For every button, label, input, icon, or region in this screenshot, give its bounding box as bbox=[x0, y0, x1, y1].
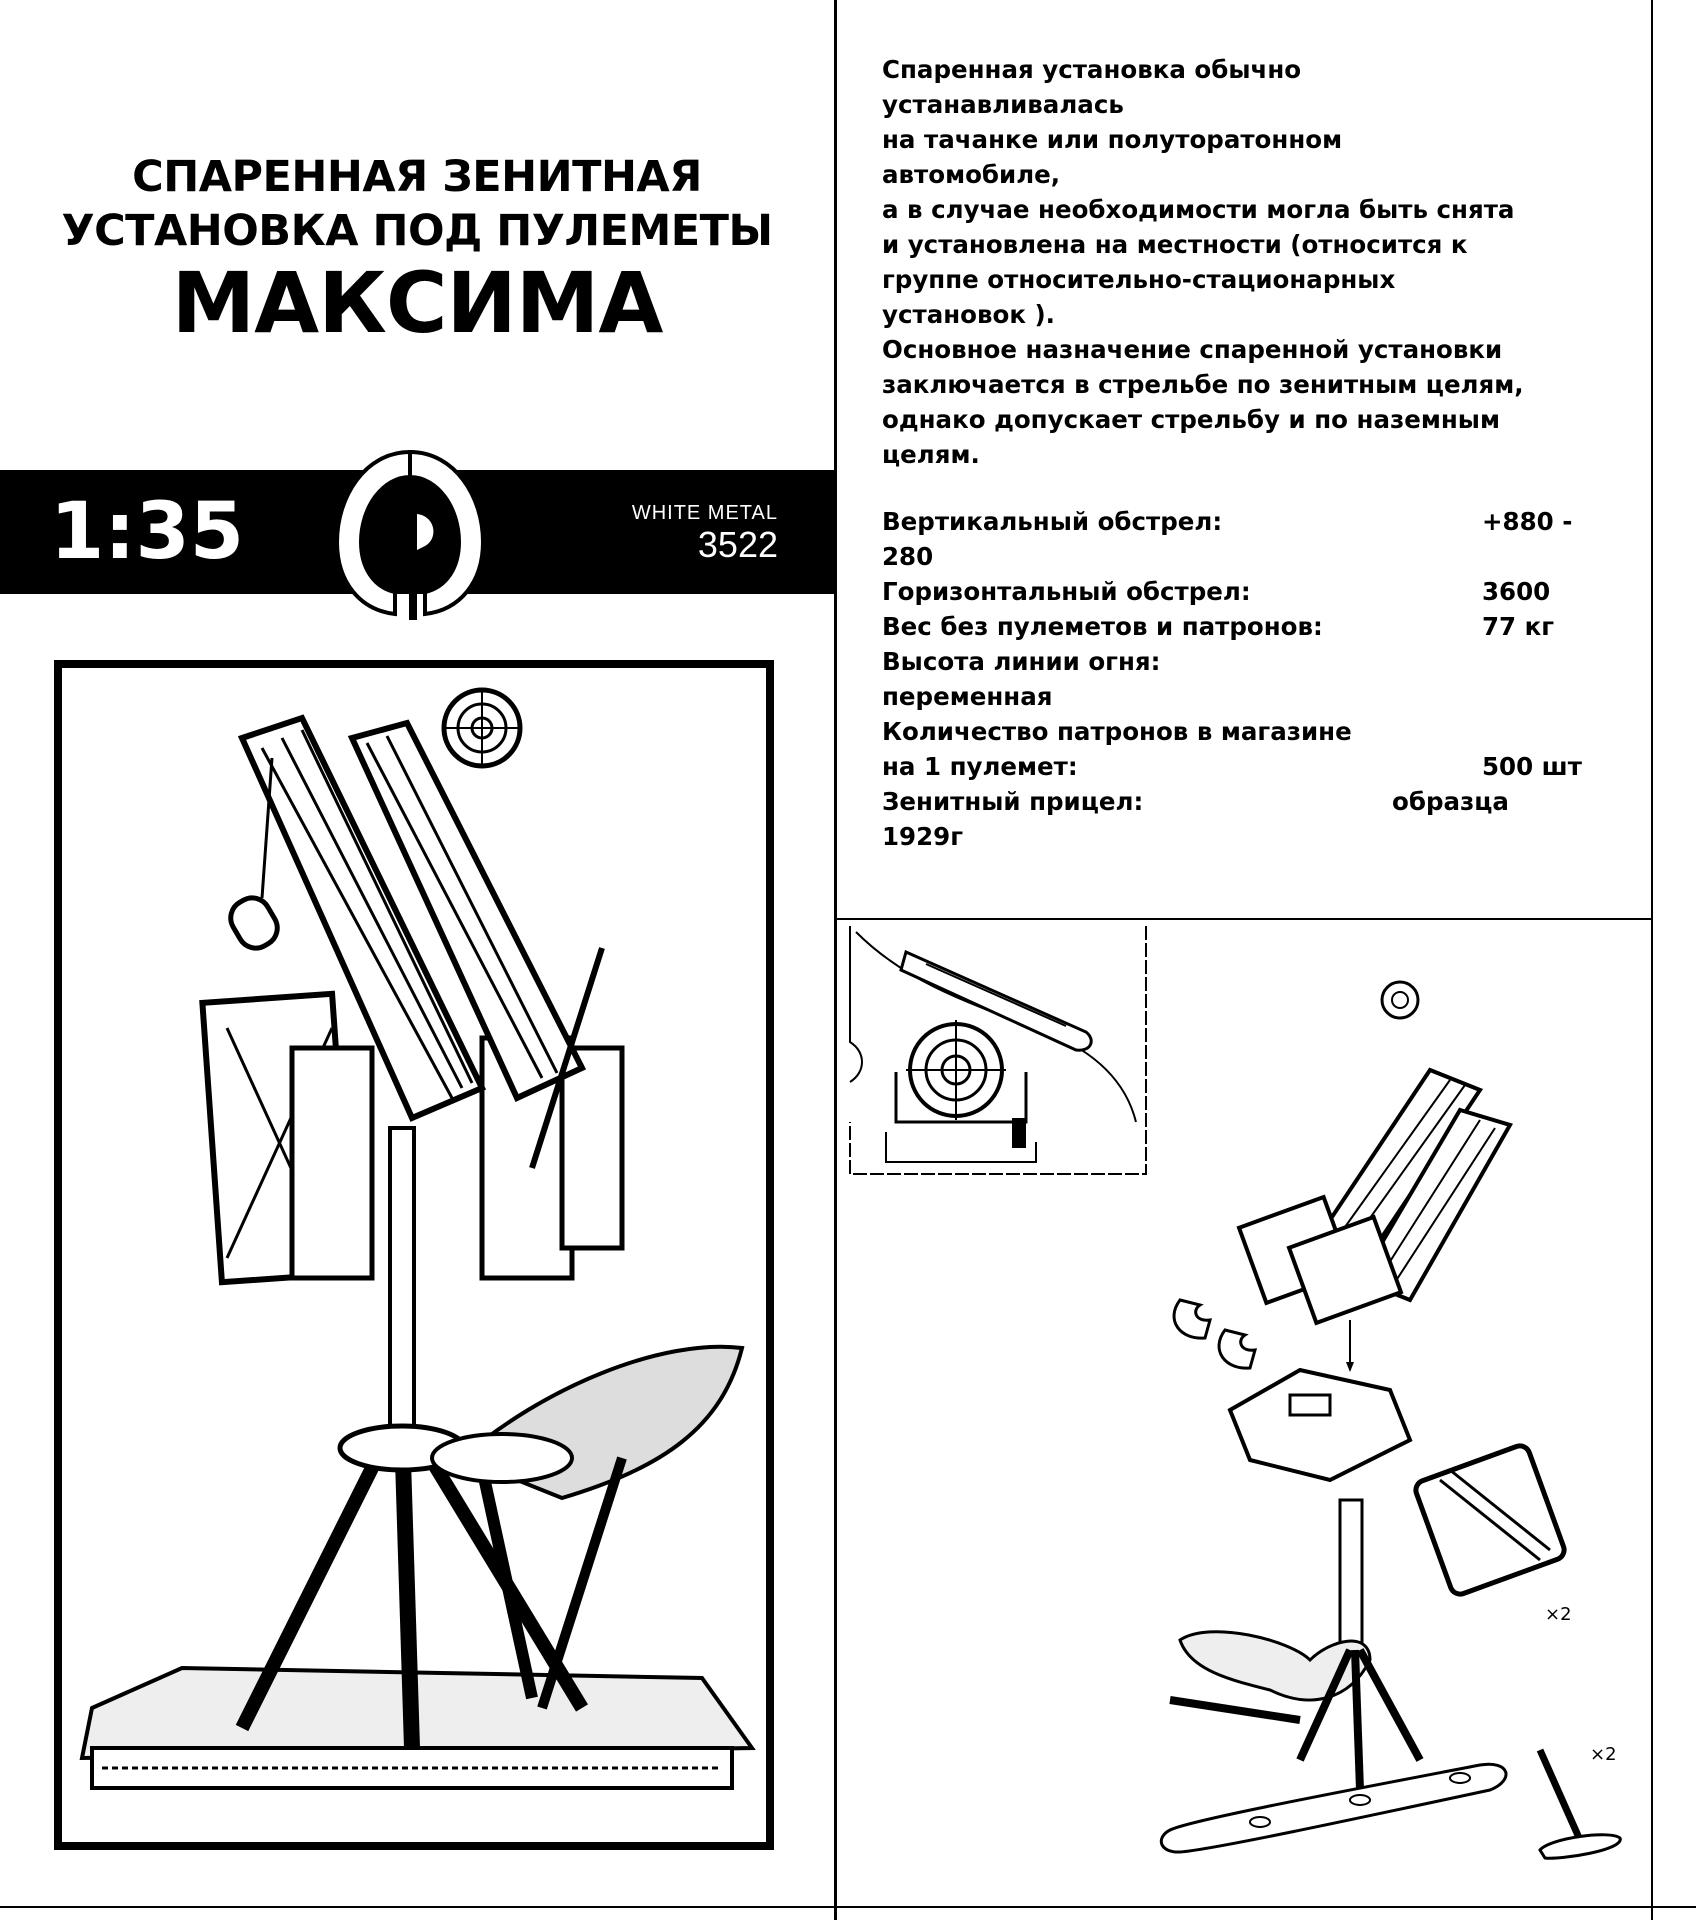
right-edge-rule bbox=[1651, 0, 1653, 1920]
qty-box-label: ×2 bbox=[1545, 1604, 1572, 1625]
spec-value: +880 - bbox=[1482, 507, 1573, 536]
description-line: автомобиле, bbox=[882, 160, 1061, 189]
title-line-2: УСТАНОВКА ПОД ПУЛЕМЕТЫ bbox=[61, 206, 773, 256]
spec-label: на 1 пулемет: bbox=[882, 752, 1078, 781]
spec-fire-height-value bbox=[882, 679, 1622, 714]
scale-label: 1:35 bbox=[50, 487, 245, 577]
spec-vertical bbox=[882, 504, 1622, 539]
description-line: и установлена на местности (относится к bbox=[882, 230, 1468, 259]
bottom-rule bbox=[0, 1906, 1696, 1908]
spec-vertical-cont bbox=[882, 539, 1622, 574]
spec-label: Вертикальный обстрел: bbox=[882, 507, 1223, 536]
description-line: на тачанке или полуторатонном bbox=[882, 125, 1343, 154]
spec-label: Зенитный прицел: bbox=[882, 787, 1144, 816]
spec-horizontal bbox=[882, 574, 1622, 609]
description-line: целям. bbox=[882, 440, 980, 469]
material-label: WHITE METAL bbox=[631, 502, 778, 524]
spec-label: Количество патронов в магазине bbox=[882, 717, 1352, 746]
vertical-divider bbox=[834, 0, 837, 1920]
spec-rounds bbox=[882, 714, 1622, 749]
spec-value: переменная bbox=[882, 682, 1053, 711]
specifications bbox=[882, 504, 1622, 854]
exploded-assembly-drawing bbox=[1150, 960, 1650, 1860]
spec-label: Вес без пулеметов и патронов: bbox=[882, 612, 1323, 641]
description-line: группе относительно-стационарных bbox=[882, 265, 1396, 294]
spec-value: 77 кг bbox=[1482, 612, 1555, 641]
description-line: заключается в стрельбе по зенитным целям, bbox=[882, 370, 1524, 399]
qty-leg-label: ×2 bbox=[1590, 1744, 1617, 1765]
spec-label: Горизонтальный обстрел: bbox=[882, 577, 1251, 606]
spec-fire-height bbox=[882, 644, 1622, 679]
horizontal-divider bbox=[837, 918, 1651, 920]
sight-detail-inset bbox=[846, 922, 1150, 1190]
product-code: 3522 bbox=[697, 524, 778, 565]
spec-value: 1929г bbox=[882, 822, 963, 851]
spec-sight-cont bbox=[882, 819, 1622, 854]
spec-value: 3600 bbox=[1482, 577, 1551, 606]
description-line: а в случае необходимости могла быть снята bbox=[882, 195, 1515, 224]
page-title bbox=[0, 150, 834, 352]
description-line: однако допускает стрельбу и по наземным bbox=[882, 405, 1500, 434]
spec-value: образца bbox=[1392, 787, 1509, 816]
main-illustration-frame bbox=[54, 660, 774, 1850]
description-line: Основное назначение спаренной установки bbox=[882, 335, 1503, 364]
description-line: установок ). bbox=[882, 300, 1055, 329]
description-line: Спаренная установка обычно bbox=[882, 55, 1302, 84]
scale-band bbox=[0, 470, 834, 594]
op-logo-icon bbox=[325, 442, 495, 622]
description-text bbox=[882, 52, 1622, 472]
spec-value: 280 bbox=[882, 542, 934, 571]
description-line: устанавливалась bbox=[882, 90, 1124, 119]
spec-label: Высота линии огня: bbox=[882, 647, 1161, 676]
title-line-3: МАКСИМА bbox=[171, 254, 663, 352]
twin-maxim-mount-illustration bbox=[62, 668, 766, 1842]
spec-rounds-cont bbox=[882, 749, 1622, 784]
title-line-1: СПАРЕННАЯ ЗЕНИТНАЯ bbox=[132, 152, 702, 202]
spec-weight bbox=[882, 609, 1622, 644]
spec-value: 500 шт bbox=[1482, 752, 1582, 781]
spec-sight bbox=[882, 784, 1622, 819]
